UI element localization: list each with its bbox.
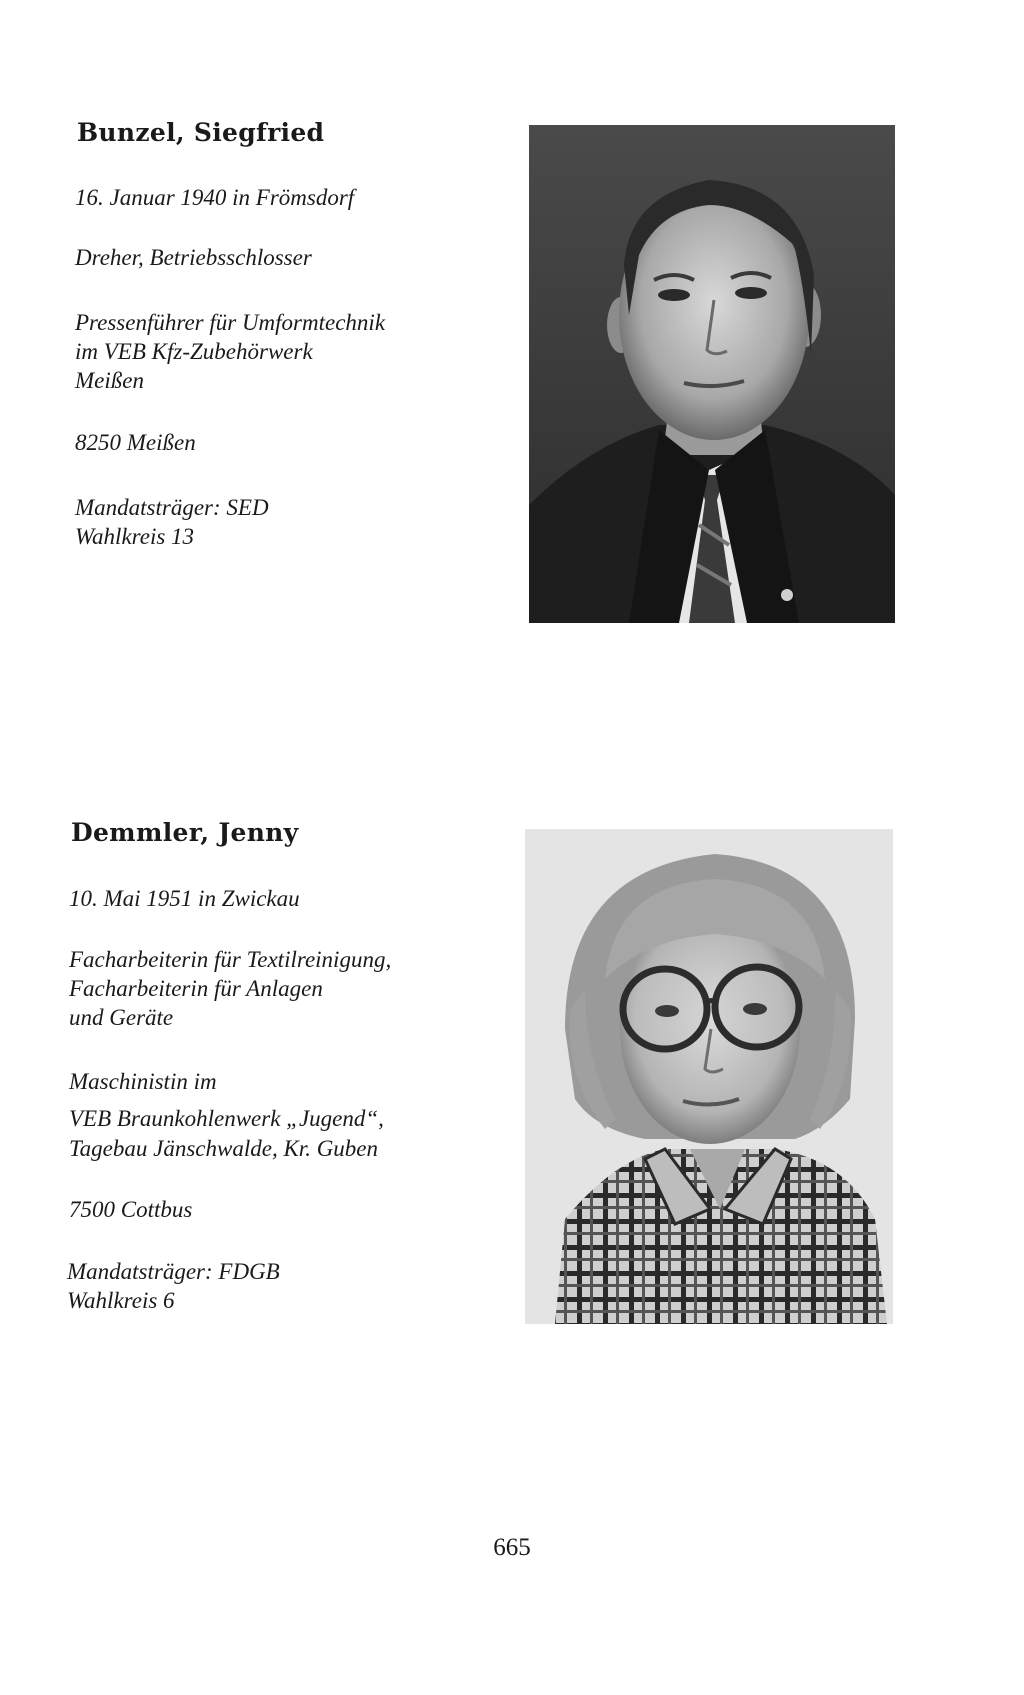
- mandate-line-1: Mandatsträger: SED: [75, 495, 269, 520]
- occupation-line-2: im VEB Kfz-Zubehörwerk: [75, 339, 313, 364]
- person-name: Bunzel, Siegfried: [77, 118, 325, 147]
- mandate-line-2: Wahlkreis 6: [67, 1288, 175, 1313]
- trade-line-1: Facharbeiterin für Textilreinigung,: [69, 947, 392, 972]
- portrait-man-photo: [529, 125, 895, 623]
- birth-info: 10. Mai 1951 in Zwickau: [69, 886, 300, 911]
- birth-info: 16. Januar 1940 in Frömsdorf: [75, 185, 355, 210]
- portrait-woman-icon: [525, 829, 893, 1324]
- occupation-line-3: Tagebau Jänschwalde, Kr. Guben: [69, 1136, 379, 1161]
- mandate-line-1: Mandatsträger: FDGB: [67, 1259, 280, 1284]
- portrait-woman-photo: [525, 829, 893, 1324]
- person-name: Demmler, Jenny: [71, 818, 299, 847]
- mandate-line-2: Wahlkreis 13: [75, 524, 195, 549]
- occupation-line-1: Maschinistin im: [69, 1069, 217, 1094]
- occupation-line-2: VEB Braunkohlenwerk „Jugend“,: [69, 1106, 384, 1131]
- occupation-line-3: Meißen: [75, 368, 144, 393]
- occupation-line-1: Pressenführer für Umformtechnik: [75, 310, 386, 335]
- portrait-man-icon: [529, 125, 895, 623]
- page-number: 665: [493, 1534, 531, 1561]
- trade-line-3: und Geräte: [69, 1005, 174, 1030]
- residence-info: 8250 Meißen: [75, 430, 196, 455]
- trade-info: Dreher, Betriebsschlosser: [75, 245, 312, 270]
- residence-info: 7500 Cottbus: [69, 1197, 193, 1222]
- trade-line-2: Facharbeiterin für Anlagen: [69, 976, 323, 1001]
